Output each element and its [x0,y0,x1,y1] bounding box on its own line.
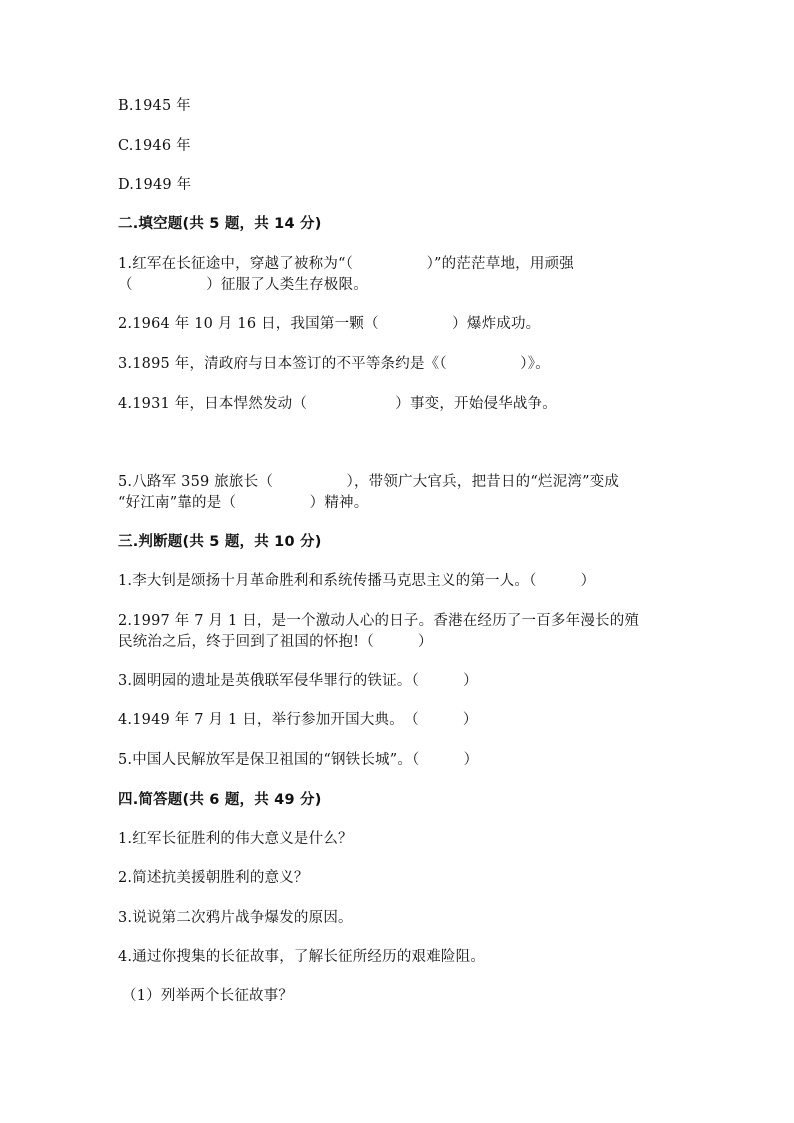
short-question-1: 1.红军长征胜利的伟大意义是什么？ [118,831,353,847]
option-d: D.1949 年 [118,177,192,193]
section-true-false-title: 三.判断题(共 5 题，共 10 分) [118,534,322,550]
judge-question-4: 4.1949 年 7 月 1 日，举行参加开国大典。 （ ） [118,712,478,728]
judge-question-3: 3.圆明园的遗址是英俄联军侵华罪行的铁证。（ ） [118,673,478,689]
fill-question-5-line-2: “好江南”靠的是（ ）精神。 [118,495,369,511]
option-c: C.1946 年 [118,138,191,154]
judge-question-2-line-2: 民统治之后，终于回到了祖国的怀抱!（ ） [118,634,433,650]
fill-question-5-line-1: 5.八路军 359 旅旅长（ ），带领广大官兵，把昔日的“烂泥湾”变成 [118,474,620,490]
short-question-3: 3.说说第二次鸦片战争爆发的原因。 [118,910,353,926]
fill-question-4: 4.1931 年，日本悍然发动（ ）事变，开始侵华战争。 [118,396,557,412]
option-b: B.1945 年 [118,98,191,114]
fill-question-1-line-1: 1.红军在长征途中，穿越了被称为“（ ）”的茫茫草地，用顽强 [118,256,574,272]
short-question-2: 2.简述抗美援朝胜利的意义？ [118,870,309,886]
fill-question-2: 2.1964 年 10 月 16 日，我国第一颗（ ）爆炸成功。 [118,316,541,332]
judge-question-1: 1.李大钊是颂扬十月革命胜利和系统传播马克思主义的第一人。（ ） [118,573,596,589]
short-question-4: 4.通过你搜集的长征故事，了解长征所经历的艰难险阻。 [118,949,486,965]
fill-question-3: 3.1895 年，清政府与日本签订的不平等条约是《（ ）》。 [118,356,550,372]
judge-question-5: 5.中国人民解放军是保卫祖国的“钢铁长城”。（ ） [118,752,479,768]
judge-question-2-line-1: 2.1997 年 7 月 1 日，是一个激动人心的日子。香港在经历了一百多年漫长的殖 [118,613,640,629]
section-short-answer-title: 四.简答题(共 6 题，共 49 分) [118,792,322,808]
short-question-4-sub-1: （1）列举两个长征故事？ [122,988,294,1004]
fill-question-1-line-2: （ ）征服了人类生存极限。 [118,277,368,293]
section-fill-blank-title: 二.填空题(共 5 题，共 14 分) [118,216,322,232]
